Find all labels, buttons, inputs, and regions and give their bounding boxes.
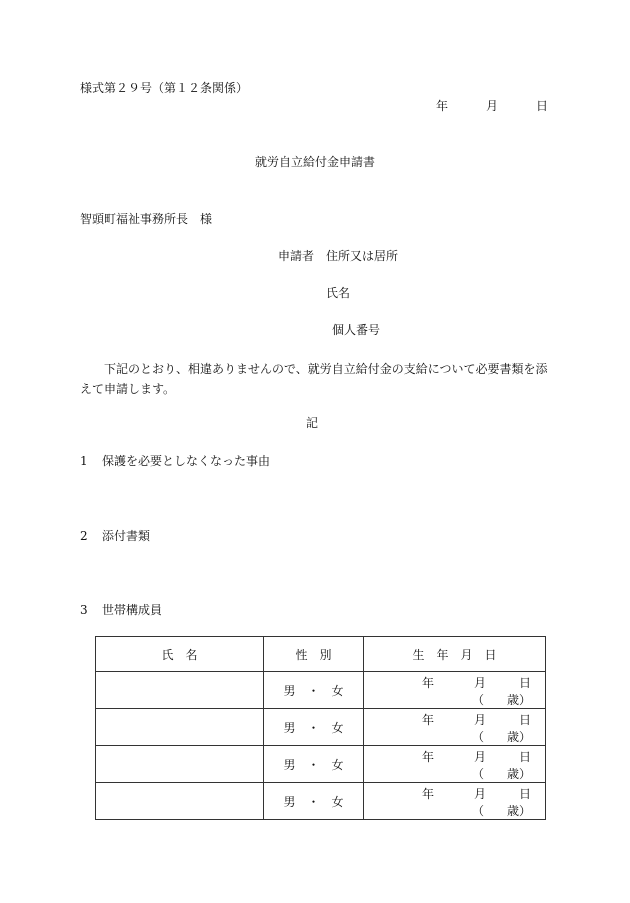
body-text: 下記のとおり、相違ありませんので、就労自立給付金の支給について必要書類を添えて申請します。	[80, 362, 548, 396]
header-sex: 性 別	[264, 637, 364, 672]
age-label: 歳）	[506, 730, 531, 744]
section-number: 3	[80, 603, 88, 617]
table-row	[96, 783, 546, 820]
table-row	[96, 672, 546, 709]
member-name-cell[interactable]	[96, 783, 264, 820]
form-number: 様式第２９号（第１２条関係）	[80, 81, 249, 95]
birth-month-label: 月	[474, 676, 487, 690]
age-label: 歳）	[506, 767, 531, 781]
household-table	[95, 636, 546, 820]
date-year-label: 年	[436, 99, 449, 113]
birth-year-label: 年	[422, 787, 435, 801]
table-row	[96, 746, 546, 783]
member-name-cell[interactable]	[96, 746, 264, 783]
member-sex-cell[interactable]: 男 ・ 女	[264, 672, 364, 709]
member-sex-cell[interactable]: 男 ・ 女	[264, 746, 364, 783]
applicant-name-label: 氏名	[326, 286, 351, 300]
applicant-address-label: 申請者 住所又は居所	[278, 249, 399, 263]
table-header-row	[96, 637, 546, 672]
age-paren-open: （	[472, 804, 485, 818]
page-title: 就労自立給付金申請書	[254, 155, 375, 169]
birth-day-label: 日	[518, 676, 531, 690]
member-birth-cell[interactable]	[364, 672, 546, 709]
section-label: 添付書類	[102, 529, 151, 543]
section-label: 世帯構成員	[102, 603, 163, 617]
section-number: 1	[80, 454, 88, 468]
birth-month-label: 月	[474, 750, 487, 764]
birth-year-label: 年	[422, 750, 435, 764]
age-paren-open: （	[472, 693, 485, 707]
member-name-cell[interactable]	[96, 709, 264, 746]
section-household	[80, 602, 162, 618]
section-number: 2	[80, 529, 88, 543]
birth-month-label: 月	[474, 713, 487, 727]
date-month-label: 月	[486, 99, 499, 113]
birth-year-label: 年	[422, 676, 435, 690]
member-sex-cell[interactable]: 男 ・ 女	[264, 783, 364, 820]
header-name: 氏 名	[96, 637, 264, 672]
section-reason	[80, 453, 270, 469]
section-label: 保護を必要としなくなった事由	[102, 454, 271, 468]
table-row	[96, 709, 546, 746]
member-birth-cell[interactable]	[364, 746, 546, 783]
birth-day-label: 日	[518, 787, 531, 801]
birth-month-label: 月	[474, 787, 487, 801]
age-label: 歳）	[506, 693, 531, 707]
birth-day-label: 日	[518, 750, 531, 764]
member-birth-cell[interactable]	[364, 709, 546, 746]
member-sex-cell[interactable]: 男 ・ 女	[264, 709, 364, 746]
ki-label: 記	[306, 416, 319, 430]
applicant-number-label: 個人番号	[332, 323, 381, 337]
age-paren-open: （	[472, 730, 485, 744]
date-day-label: 日	[536, 99, 549, 113]
age-label: 歳）	[506, 804, 531, 818]
birth-year-label: 年	[422, 713, 435, 727]
member-name-cell[interactable]	[96, 672, 264, 709]
addressee: 智頭町福祉事務所長 様	[80, 212, 213, 226]
birth-day-label: 日	[518, 713, 531, 727]
member-birth-cell[interactable]	[364, 783, 546, 820]
age-paren-open: （	[472, 767, 485, 781]
section-attachments	[80, 528, 150, 544]
header-birth: 生 年 月 日	[364, 637, 546, 672]
